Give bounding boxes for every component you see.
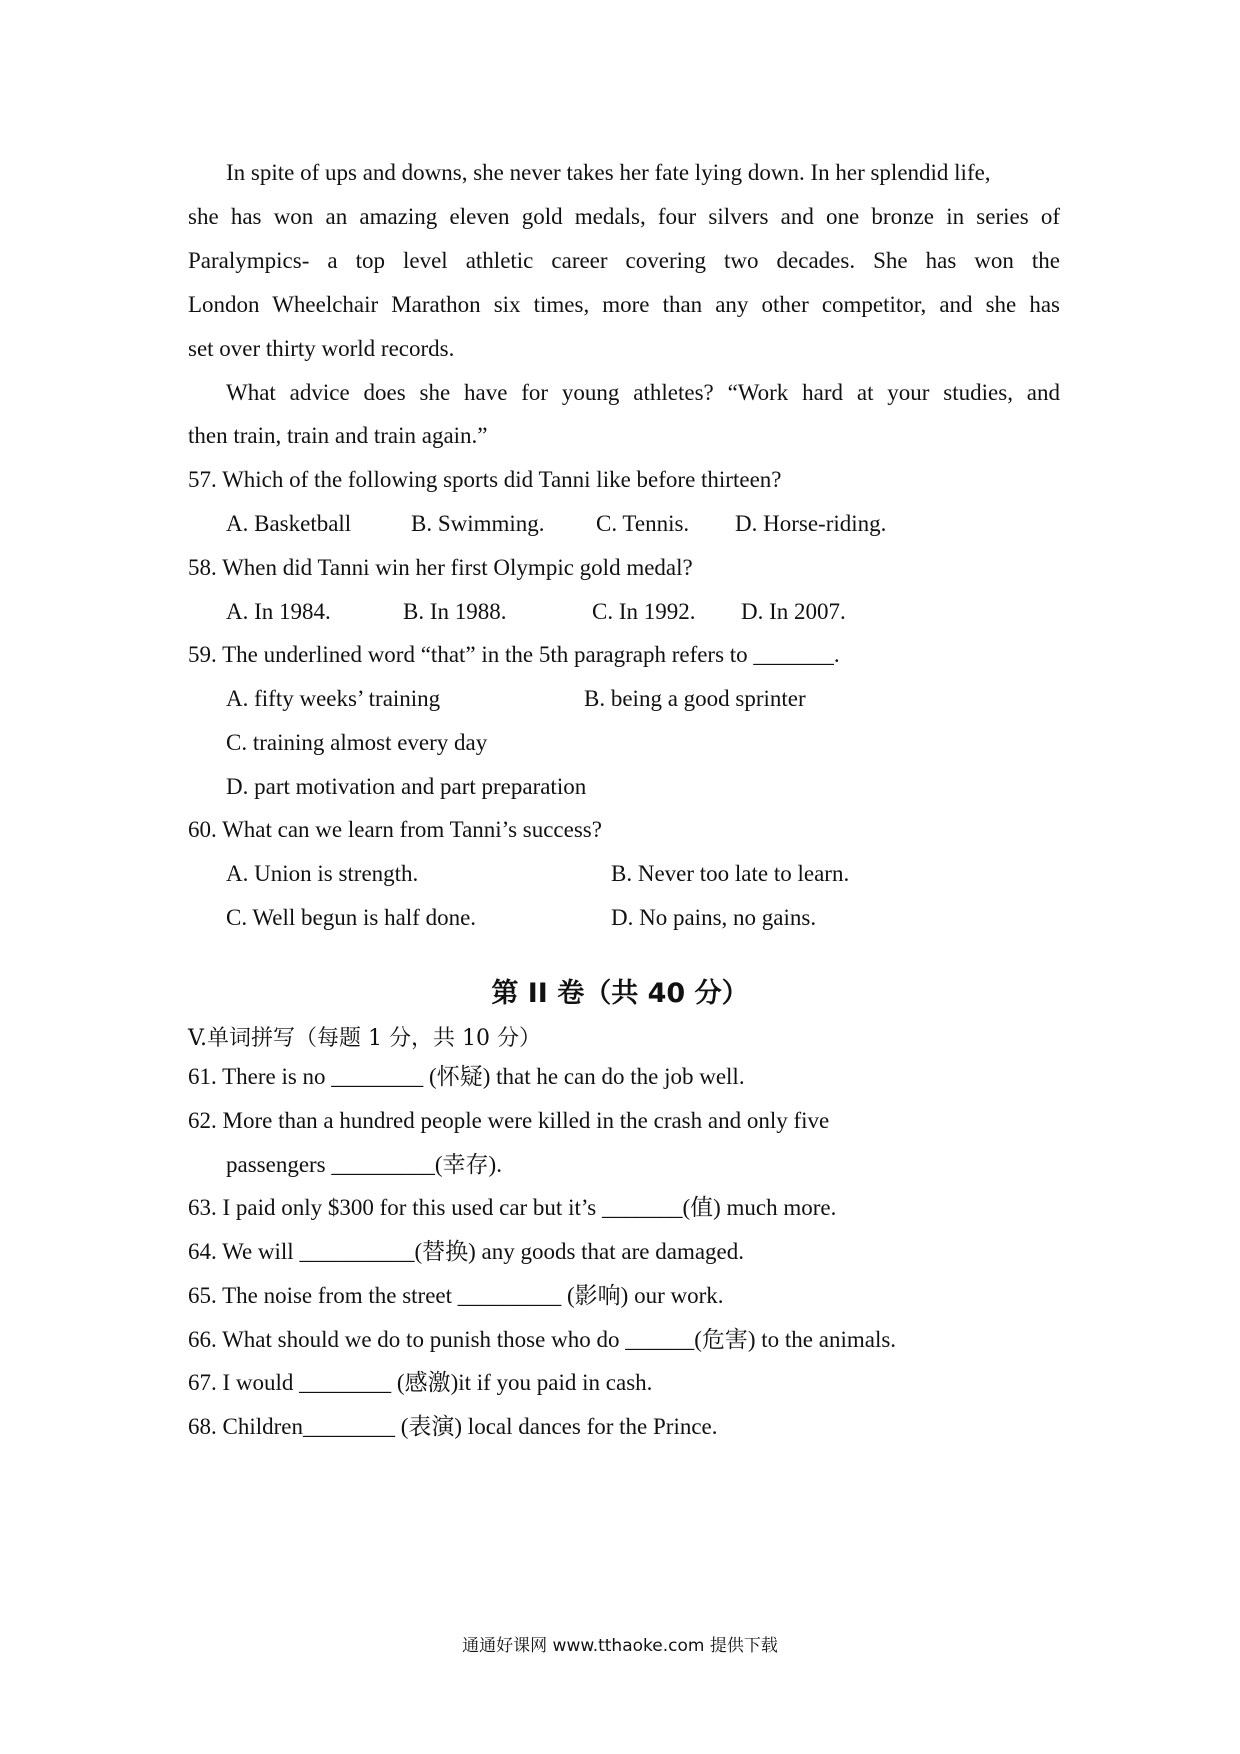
spelling-item-68: 68. Children________ (表演) local dances for the Prince. xyxy=(188,1414,718,1439)
passage-line: In spite of ups and downs, she never takes her fate lying down. In her splendid life, xyxy=(226,160,991,185)
question-58-stem: 58. When did Tanni win her first Olympic gold medal? xyxy=(188,555,693,580)
q59-option-a: A. fifty weeks’ training xyxy=(226,686,441,711)
q58-option-c: C. In 1992. xyxy=(592,599,696,624)
q59-option-d: D. part motivation and part preparation xyxy=(226,774,587,799)
question-59-stem: 59. The underlined word “that” in the 5th paragraph refers to _______. xyxy=(188,642,840,667)
spelling-item-64: 64. We will __________(替换) any goods that are damaged. xyxy=(188,1239,744,1264)
spelling-item-65: 65. The noise from the street _________ (影响) our work. xyxy=(188,1283,724,1308)
spelling-item-67: 67. I would ________ (感激)it if you paid in cash. xyxy=(188,1370,653,1395)
q57-option-d: D. Horse-riding. xyxy=(735,511,887,536)
q58-option-d: D. In 2007. xyxy=(741,599,846,624)
q58-option-a: A. In 1984. xyxy=(226,599,331,624)
q60-option-a: A. Union is strength. xyxy=(226,861,419,886)
q57-option-c: C. Tennis. xyxy=(596,511,690,536)
section-v-heading: V.单词拼写（每题 1 分，共 10 分） xyxy=(188,1026,541,1051)
page-footer: 通通好课网 www.tthaoke.com 提供下载 xyxy=(462,1636,778,1656)
passage-line: she has won an amazing eleven gold medals, four silvers and one bronze in series of xyxy=(188,204,1060,229)
question-60-stem: 60. What can we learn from Tanni’s success? xyxy=(188,817,602,842)
question-57-stem: 57. Which of the following sports did Tanni like before thirteen? xyxy=(188,467,782,492)
passage-line: then train, train and train again.” xyxy=(188,423,488,448)
spelling-item-66: 66. What should we do to punish those who do ______(危害) to the animals. xyxy=(188,1327,897,1352)
spelling-item-62: 62. More than a hundred people were killed in the crash and only five xyxy=(188,1108,830,1133)
passage-line: Paralympics- a top level athletic career covering two decades. She has won the xyxy=(188,248,1060,273)
q60-option-d: D. No pains, no gains. xyxy=(611,905,817,930)
passage-line: London Wheelchair Marathon six times, more than any other competitor, and she has xyxy=(188,292,1060,317)
spelling-item-63: 63. I paid only $300 for this used car but it’s _______(值) much more. xyxy=(188,1195,837,1220)
q57-option-a: A. Basketball xyxy=(226,511,352,536)
q60-option-c: C. Well begun is half done. xyxy=(226,905,477,930)
q59-option-b: B. being a good sprinter xyxy=(584,686,806,711)
passage-line: set over thirty world records. xyxy=(188,336,455,361)
spelling-item-61: 61. There is no ________ (怀疑) that he can do the job well. xyxy=(188,1064,745,1089)
part2-title: 第 II 卷（共 40 分） xyxy=(491,978,749,1009)
q58-option-b: B. In 1988. xyxy=(403,599,507,624)
q60-option-b: B. Never too late to learn. xyxy=(611,861,850,886)
passage-line: What advice does she have for young athletes? “Work hard at your studies, and xyxy=(226,380,1060,405)
spelling-item-62-cont: passengers _________(幸存). xyxy=(226,1152,502,1177)
q59-option-c: C. training almost every day xyxy=(226,730,488,755)
q57-option-b: B. Swimming. xyxy=(411,511,545,536)
